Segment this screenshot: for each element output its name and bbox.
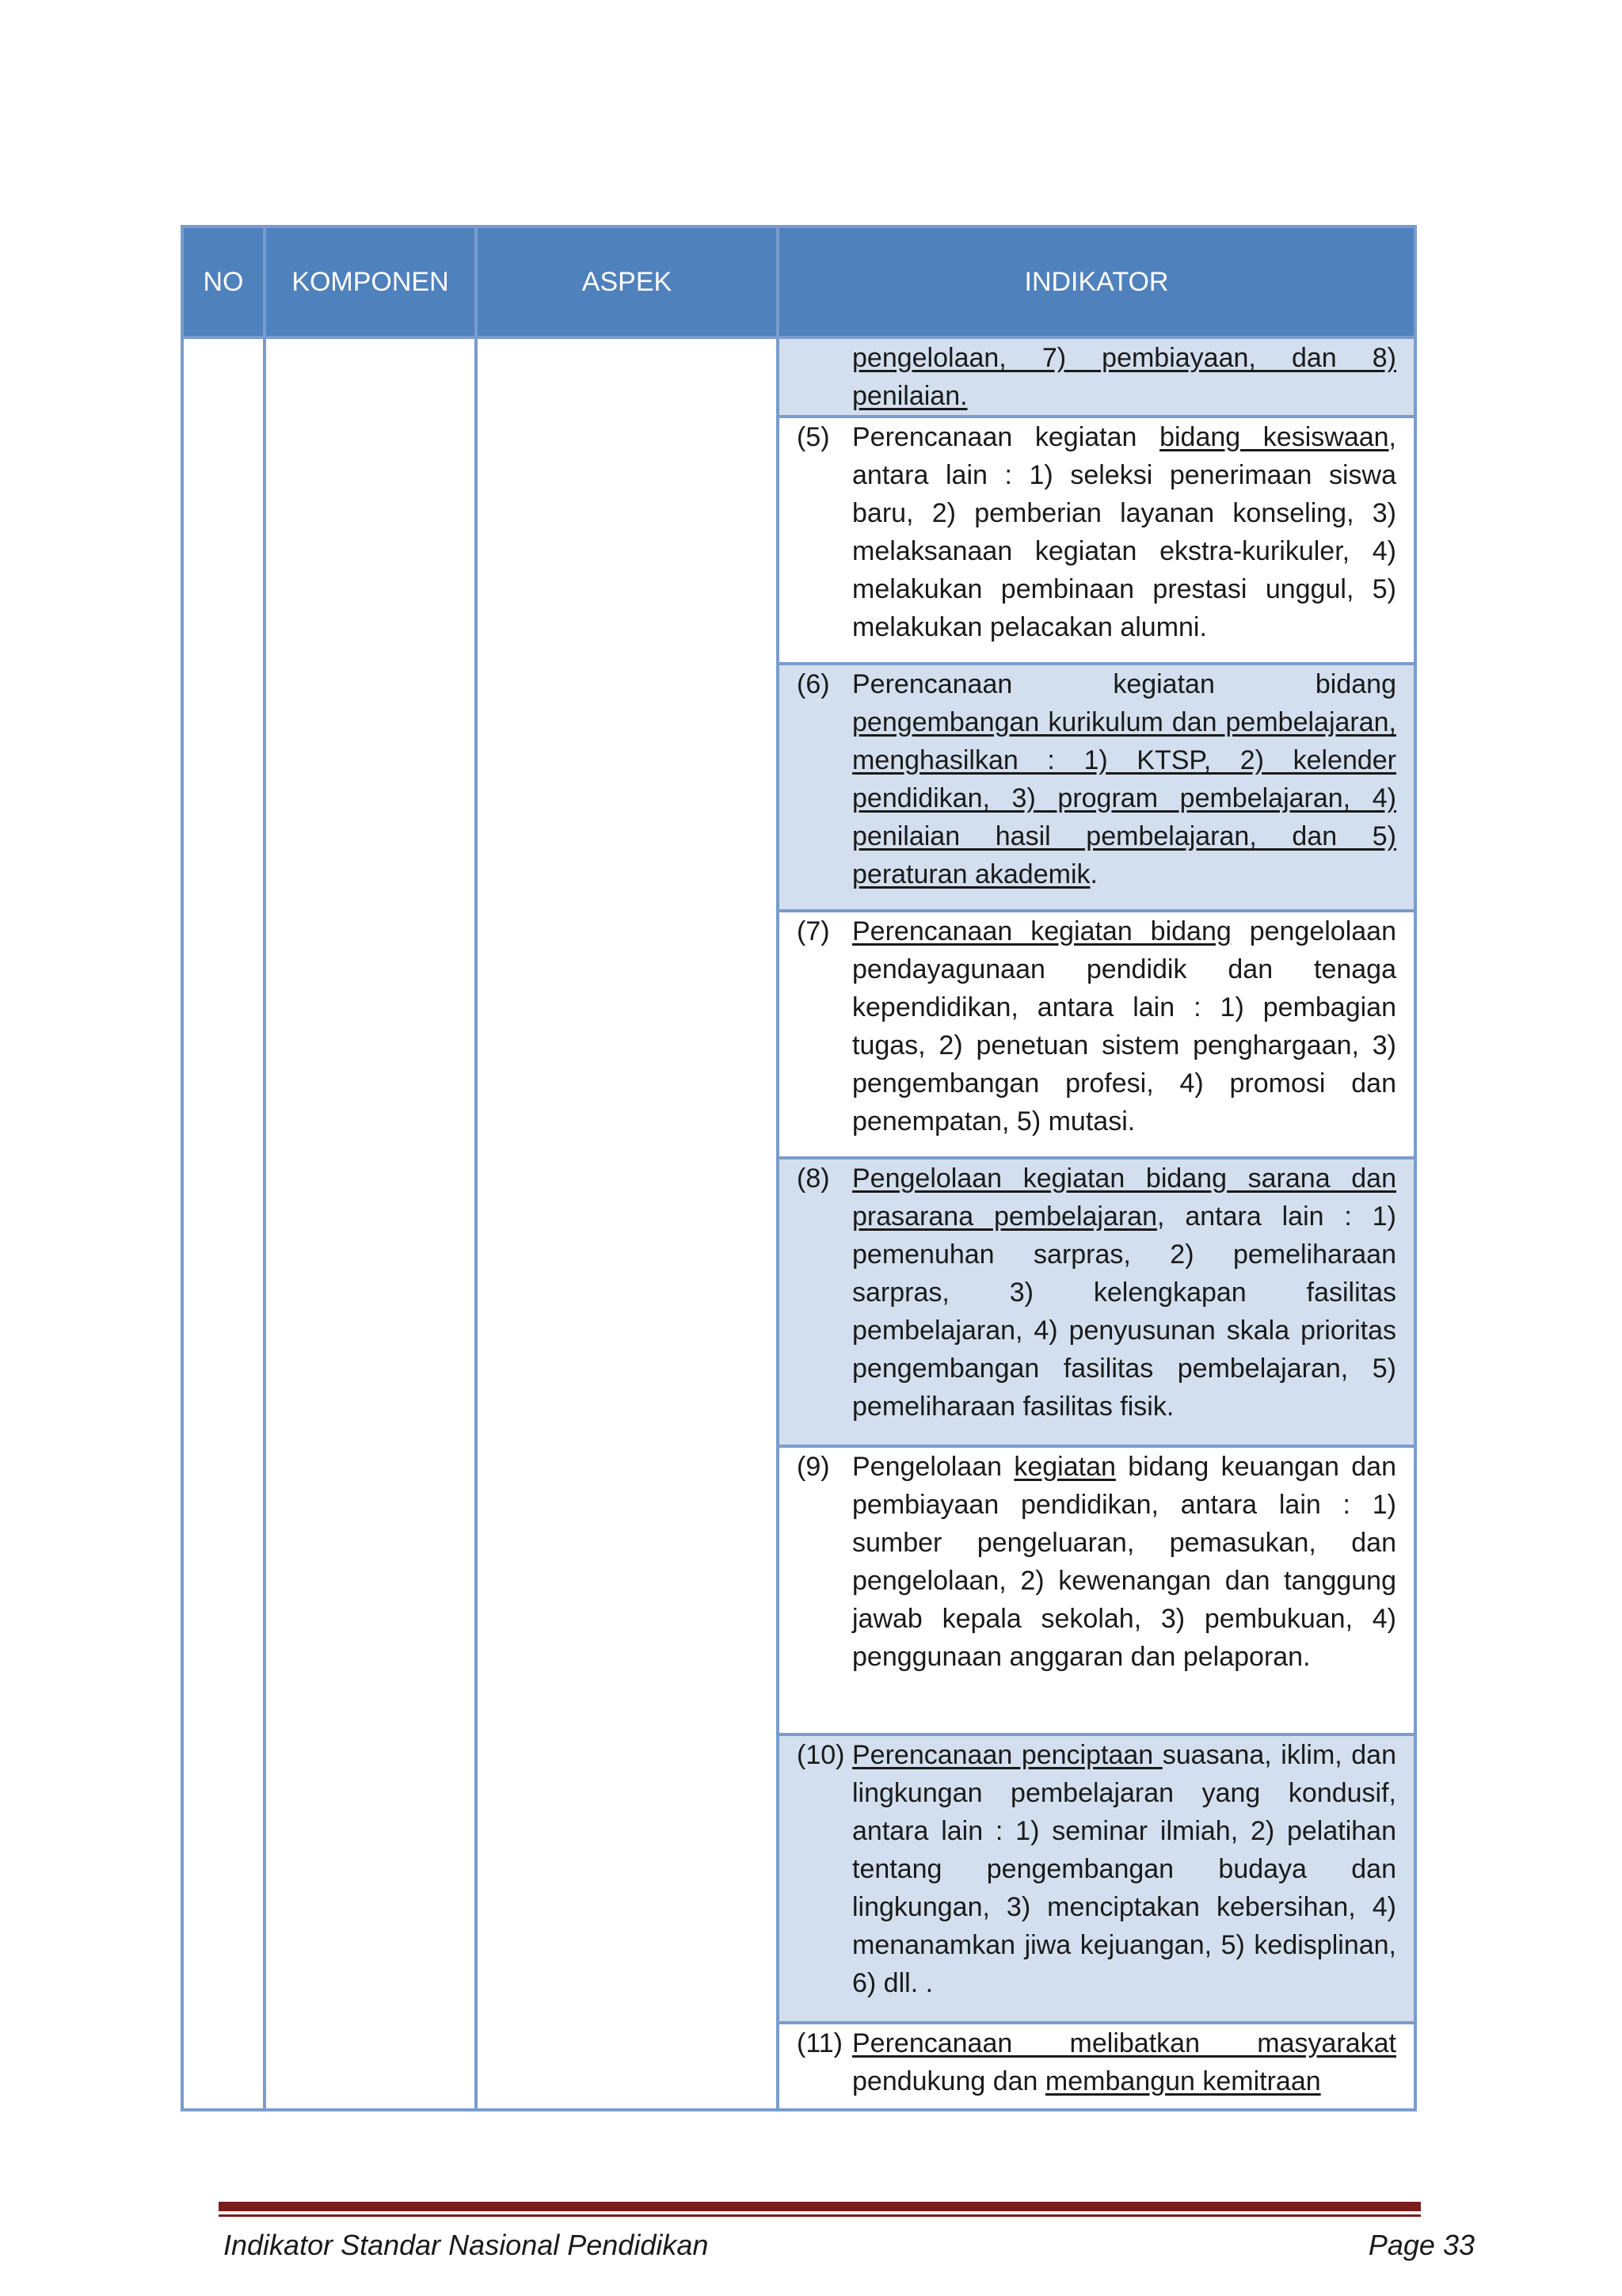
indicator-item — [779, 1448, 1414, 1676]
header-indikator: INDIKATOR — [778, 227, 1415, 337]
no-cell — [182, 337, 265, 2110]
indicator-text — [852, 1448, 1396, 1676]
indicator-text — [852, 665, 1396, 893]
text-run: Perencanaan kegiatan — [852, 422, 1160, 452]
page-number: Page 33 — [1368, 2229, 1475, 2261]
footer-rule-thin — [219, 2214, 1421, 2217]
table-row — [182, 337, 1415, 417]
indicator-item — [779, 912, 1414, 1140]
indikator-cell — [778, 1158, 1415, 1446]
indicator-text — [852, 1159, 1396, 1426]
indikator-cell — [778, 664, 1415, 911]
indicator-item — [779, 339, 1414, 415]
indicator-number: (8) — [797, 1163, 830, 1194]
text-run: suasana, iklim, dan lingkungan pembelajaran yang kondusif, antara lain : 1) seminar ilmiah, 2) pelatihan tentang pengembangan budaya dan lingkungan, 3) menciptakan kebersihan, 4) menanamkan jiwa kejuangan, 5) kedisplinan, 6) dll. . — [852, 1740, 1397, 1998]
indikator-cell — [778, 2023, 1415, 2110]
header-komponen: KOMPONEN — [265, 227, 476, 337]
indikator-cell — [778, 1734, 1415, 2023]
text-run: . — [1090, 859, 1098, 889]
underlined-text: pengembangan kurikulum dan pembelajaran, menghasilkan : 1) KTSP, 2) kelender pendidikan, 3) program pembelajaran, 4) penilaian hasil pembelajaran, dan 5) peraturan akademik — [852, 707, 1396, 889]
indicator-number: (11) — [797, 2028, 843, 2058]
indicator-item — [779, 2024, 1414, 2100]
underlined-text: membangun kemitraan — [1045, 2066, 1321, 2096]
underlined-text: Perencanaan melibatkan masyarakat — [852, 2028, 1396, 2058]
indicator-text — [852, 912, 1396, 1140]
indikator-cell — [778, 1446, 1415, 1734]
indicator-text — [852, 2024, 1396, 2100]
indicator-number: (9) — [797, 1452, 830, 1482]
underlined-text: bidang kesiswaan — [1159, 422, 1389, 452]
indicator-number: (5) — [797, 422, 830, 452]
indicator-number — [797, 339, 852, 415]
text-run: Pengelolaan — [852, 1452, 1015, 1482]
indicator-item — [779, 418, 1414, 646]
indikator-cell — [778, 417, 1415, 664]
indikator-cell — [778, 911, 1415, 1158]
indikator-cell — [778, 337, 1415, 417]
indicator-item — [779, 1159, 1414, 1426]
indicator-table — [181, 225, 1417, 2111]
komponen-cell — [265, 337, 476, 2110]
header-aspek: ASPEK — [476, 227, 778, 337]
footer-title: Indikator Standar Nasional Pendidikan — [223, 2229, 709, 2261]
header-no: NO — [182, 227, 265, 337]
indicator-text — [852, 339, 1396, 415]
indicator-text — [852, 418, 1396, 646]
text-run: Perencanaan kegiatan bidang — [852, 669, 1396, 699]
text-run: pengelolaan pendayagunaan pendidik dan tenaga kependidikan, antara lain : 1) pembagian tugas, 2) penetuan sistem penghargaan, 3) pengembangan profesi, 4) promosi dan penempatan, 5) mutasi. — [852, 916, 1396, 1137]
underlined-text: Perencanaan penciptaan — [852, 1740, 1163, 1770]
underlined-text: pengelolaan, 7) pembiayaan, dan 8) penilaian. — [852, 343, 1396, 411]
text-run: , antara lain : 1) seleksi penerimaan siswa baru, 2) pemberian layanan konseling, 3) melaksanaan kegiatan ekstra-kurikuler, 4) melakukan pembinaan prestasi unggul, 5) melakukan pelacakan alumni. — [852, 422, 1396, 642]
indicator-item — [779, 1736, 1414, 2002]
table-header-row — [182, 227, 1415, 337]
indicator-item — [779, 665, 1414, 893]
text-run: bidang keuangan dan pembiayaan pendidikan, antara lain : 1) sumber pengeluaran, pemasukan, dan pengelolaan, 2) kewenangan dan tanggung jawab kepala sekolah, 3) pembukuan, 4) penggunaan anggaran dan pelaporan. — [852, 1452, 1396, 1672]
indicator-text — [852, 1736, 1396, 2002]
indicator-number: (10) — [797, 1740, 845, 1770]
indicator-number: (7) — [797, 916, 830, 946]
underlined-text: kegiatan — [1014, 1452, 1116, 1482]
underlined-text: Perencanaan kegiatan bidang — [852, 916, 1232, 946]
indicator-number: (6) — [797, 669, 830, 699]
text-run: , antara lain : 1) pemenuhan sarpras, 2) pemeliharaan sarpras, 3) kelengkapan fasilitas pembelajaran, 4) penyusunan skala prioritas pengembangan fasilitas pembelajaran, 5) pemeliharaan fasilitas fisik. — [852, 1201, 1396, 1422]
footer-rule — [219, 2202, 1421, 2211]
aspek-cell — [476, 337, 778, 2110]
underlined-text: Pengelolaan kegiatan bidang sarana dan prasarana pembelajaran — [852, 1163, 1396, 1232]
table-body — [182, 337, 1415, 2110]
text-run: pendukung dan — [852, 2066, 1045, 2096]
